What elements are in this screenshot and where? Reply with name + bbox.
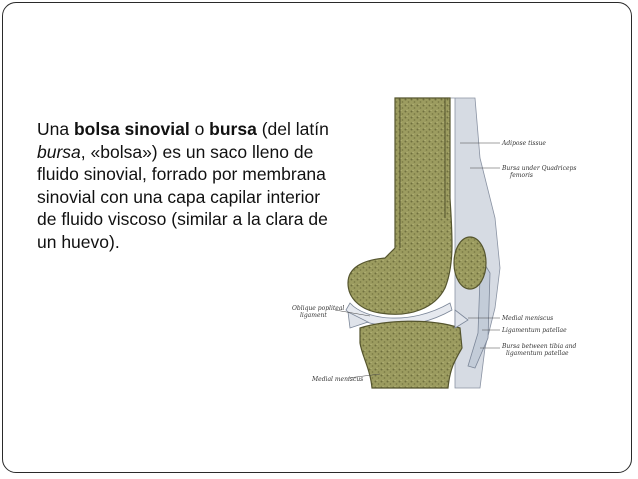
label-bursa-tibia: Bursa between tibia and bbox=[502, 343, 577, 350]
label-bursa-tibia-2: ligamentum patellae bbox=[506, 350, 569, 357]
label-bursa-quadriceps: Bursa under Quadriceps bbox=[502, 165, 577, 172]
knee-joint-illustration bbox=[290, 98, 577, 388]
label-oblique-popliteal: Oblique popliteal bbox=[292, 305, 345, 312]
italic-term-bursa: bursa bbox=[37, 141, 81, 162]
label-ligamentum-patellae: Ligamentum patellae bbox=[502, 327, 567, 334]
text-run: (del latín bbox=[256, 119, 329, 139]
bold-term-bolsa-sinovial: bolsa sinovial bbox=[73, 119, 190, 139]
label-medial-meniscus-right: Medial meniscus bbox=[502, 315, 554, 322]
label-medial-meniscus-bottom: Medial meniscus bbox=[312, 376, 364, 383]
tibia bbox=[360, 321, 462, 388]
text-run: Una bbox=[37, 119, 74, 139]
text-run: , «bolsa») es un saco lleno de fluido sinovial, forrado por membrana sinovial con una capa capilar interior de fluido viscoso (similar a la clara de un huevo). bbox=[37, 141, 328, 252]
bold-term-bursa: bursa bbox=[209, 119, 257, 139]
label-adipose-tissue: Adipose tissue bbox=[502, 140, 546, 147]
text-run: o bbox=[189, 119, 210, 139]
label-bursa-quadriceps-2: femoris bbox=[510, 172, 533, 179]
label-oblique-popliteal-2: ligament bbox=[300, 312, 327, 319]
patella bbox=[454, 237, 486, 289]
